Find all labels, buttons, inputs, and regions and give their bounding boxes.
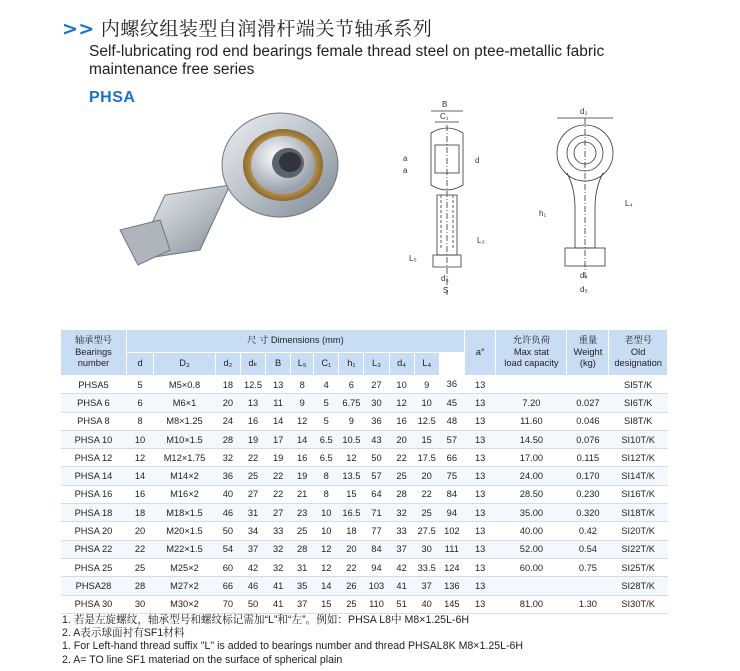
table-cell: 102	[439, 522, 464, 540]
table-cell: 77	[364, 522, 389, 540]
table-cell: 41	[266, 595, 291, 613]
double-arrow-icon: >>	[62, 18, 95, 40]
table-cell: 6.5	[314, 430, 339, 448]
table-cell: 40	[215, 485, 240, 503]
table-cell: 10.5	[339, 430, 364, 448]
table-cell: 136	[439, 577, 464, 595]
table-cell: 41	[266, 577, 291, 595]
table-cell: 28	[291, 540, 314, 558]
bearing-number-cell: PHSA28	[61, 577, 127, 595]
table-cell: 33.5	[414, 558, 439, 576]
table-cell: 13	[464, 504, 495, 522]
bearing-number-cell: PHSA 22	[61, 540, 127, 558]
table-cell	[496, 376, 567, 394]
bearing-number-cell: PHSA 12	[61, 449, 127, 467]
table-cell: 13	[464, 522, 495, 540]
notes	[62, 614, 722, 667]
table-cell: M16×2	[154, 485, 216, 503]
table-cell: 36	[439, 376, 464, 394]
header-col-d2: d₂	[215, 353, 240, 376]
header-col-d4: d₄	[389, 353, 414, 376]
table-cell: 28.50	[496, 485, 567, 503]
table-cell: 4	[314, 376, 339, 394]
table-cell: 35	[291, 577, 314, 595]
table-cell: 16	[240, 412, 265, 430]
table-row	[61, 577, 668, 595]
side-view-drawing	[395, 95, 505, 300]
table-cell: 41	[389, 577, 414, 595]
bearing-number-cell: PHSA 6	[61, 394, 127, 412]
table-cell: 25	[126, 558, 153, 576]
table-cell: 21	[291, 485, 314, 503]
table-cell: 17	[266, 430, 291, 448]
table-cell: M18×1.5	[154, 504, 216, 522]
table-cell: 18	[215, 376, 240, 394]
table-cell: 31	[240, 504, 265, 522]
table-row	[61, 467, 668, 485]
table-cell: 0.54	[567, 540, 609, 558]
table-cell: 70	[215, 595, 240, 613]
table-cell: 12	[126, 449, 153, 467]
table-cell: 6	[126, 394, 153, 412]
table-cell: 20	[215, 394, 240, 412]
table-cell: 11.60	[496, 412, 567, 430]
table-cell: 24.00	[496, 467, 567, 485]
table-cell: 8	[126, 412, 153, 430]
table-cell: 36	[364, 412, 389, 430]
series-code: PHSA	[89, 89, 136, 106]
table-cell: 17.00	[496, 449, 567, 467]
table-cell: 124	[439, 558, 464, 576]
label-d: d	[475, 156, 480, 165]
table-cell: SI18T/K	[609, 504, 668, 522]
table-cell: 20	[126, 522, 153, 540]
table-cell: 12	[291, 412, 314, 430]
table-cell: 0.046	[567, 412, 609, 430]
title-cn	[62, 14, 722, 41]
table-cell: 22	[240, 449, 265, 467]
table-cell: 37	[389, 540, 414, 558]
table-cell: 16	[291, 449, 314, 467]
table-cell: 0.230	[567, 485, 609, 503]
table-cell: SI22T/K	[609, 540, 668, 558]
table-cell: 13	[464, 558, 495, 576]
table-cell: 13	[464, 412, 495, 430]
table-cell: 84	[364, 540, 389, 558]
table-cell: M5×0.8	[154, 376, 216, 394]
header-col-dk: dₖ	[240, 353, 265, 376]
table-cell: 6.75	[339, 394, 364, 412]
table-cell: 14	[291, 430, 314, 448]
table-cell: 37	[414, 577, 439, 595]
table-cell: SI30T/K	[609, 595, 668, 613]
table-cell: 12.5	[240, 376, 265, 394]
table-cell: 28	[126, 577, 153, 595]
table-cell: 33	[389, 522, 414, 540]
table-cell: 18	[126, 504, 153, 522]
table-cell: 22	[266, 485, 291, 503]
table-cell: 9	[291, 394, 314, 412]
note-cn-2: 2. A表示球面衬有SF1材料	[62, 627, 185, 640]
table-cell: 22	[126, 540, 153, 558]
table-cell: SI16T/K	[609, 485, 668, 503]
table-cell: 37	[291, 595, 314, 613]
table-cell: 6.5	[314, 449, 339, 467]
bearing-number-cell: PHSA 18	[61, 504, 127, 522]
note-cn-1: 1. 若是左旋螺纹，轴承型号和螺纹标记需加“L”和“左”。例如：PHSA L8中 M8×1.25L-6H	[62, 614, 470, 626]
label-s: S	[443, 286, 449, 295]
table-cell: 5	[314, 394, 339, 412]
table-cell: 30	[126, 595, 153, 613]
table-cell: 66	[215, 577, 240, 595]
table-cell: 27	[240, 485, 265, 503]
table-row	[61, 595, 668, 613]
table-cell: 0.42	[567, 522, 609, 540]
table-cell: 23	[291, 504, 314, 522]
label-d2: d₂	[580, 107, 588, 116]
table-cell: 33	[266, 522, 291, 540]
table-row	[61, 430, 668, 448]
table-cell: 22	[389, 449, 414, 467]
table-row	[61, 485, 668, 503]
table-cell: 13	[266, 376, 291, 394]
table-cell: 0.320	[567, 504, 609, 522]
table-cell: 28	[389, 485, 414, 503]
table-cell: M14×2	[154, 467, 216, 485]
table-cell: 10	[314, 504, 339, 522]
table-cell: 12	[389, 394, 414, 412]
spec-table	[60, 329, 668, 614]
table-cell: 0.076	[567, 430, 609, 448]
table-cell: 30	[414, 540, 439, 558]
table-cell: 25	[339, 595, 364, 613]
table-cell: 0.027	[567, 394, 609, 412]
table-cell: 28	[215, 430, 240, 448]
label-l3: L₃	[477, 236, 485, 245]
table-cell: 9	[414, 376, 439, 394]
table-row	[61, 522, 668, 540]
label-c1: C₁	[440, 112, 449, 121]
table-cell: M20×1.5	[154, 522, 216, 540]
table-row	[61, 504, 668, 522]
table-row	[61, 449, 668, 467]
table-cell	[496, 577, 567, 595]
table-cell: 50	[240, 595, 265, 613]
label-b: B	[442, 100, 448, 109]
table-cell: 14	[266, 412, 291, 430]
header-load: 允许负荷 Max stat load capacity	[496, 330, 567, 376]
table-cell: 15	[339, 485, 364, 503]
table-cell: 46	[215, 504, 240, 522]
table-row	[61, 540, 668, 558]
table-cell: 42	[389, 558, 414, 576]
note-en-2: 2. A= TO line SF1 materiad on the surface of spherical plain	[62, 653, 343, 666]
table-cell: M27×2	[154, 577, 216, 595]
table-cell: 22	[414, 485, 439, 503]
table-cell: 60.00	[496, 558, 567, 576]
table-cell: SI28T/K	[609, 577, 668, 595]
table-cell: 64	[364, 485, 389, 503]
table-cell: 1.30	[567, 595, 609, 613]
header-col-D3: D₃	[154, 353, 216, 376]
table-cell: 27.5	[414, 522, 439, 540]
table-cell: 22	[339, 558, 364, 576]
spec-table-body	[61, 376, 668, 614]
product-photo	[80, 100, 340, 275]
table-cell: 19	[291, 467, 314, 485]
table-cell: 84	[439, 485, 464, 503]
label-l4: L₄	[625, 199, 633, 208]
table-cell: 66	[439, 449, 464, 467]
table-cell: 31	[291, 558, 314, 576]
table-cell: 40	[414, 595, 439, 613]
table-cell: 35.00	[496, 504, 567, 522]
table-cell: 54	[215, 540, 240, 558]
table-cell: 5	[126, 376, 153, 394]
table-cell: 13	[464, 430, 495, 448]
table-cell: 48	[439, 412, 464, 430]
table-cell: 20	[389, 430, 414, 448]
label-a2: a	[403, 166, 408, 175]
header-col-h1: h₁	[339, 353, 364, 376]
table-cell: 13	[464, 595, 495, 613]
table-cell: 32	[389, 504, 414, 522]
table-cell: 103	[364, 577, 389, 595]
table-cell: 12.5	[414, 412, 439, 430]
title-cn-text: 内螺纹组装型自润滑杆端关节轴承系列	[100, 19, 433, 40]
table-cell: 20	[339, 540, 364, 558]
table-cell: 0.115	[567, 449, 609, 467]
table-cell: 30	[364, 394, 389, 412]
table-cell: 75	[439, 467, 464, 485]
table-cell: 14	[126, 467, 153, 485]
bearing-number-cell: PHSA 16	[61, 485, 127, 503]
table-cell: 20	[414, 467, 439, 485]
table-cell: SI20T/K	[609, 522, 668, 540]
header-col-L5: L₅	[291, 353, 314, 376]
table-cell	[567, 577, 609, 595]
table-cell: 24	[215, 412, 240, 430]
table-cell: 12	[314, 540, 339, 558]
table-cell: 32	[266, 540, 291, 558]
table-cell: 34	[240, 522, 265, 540]
table-cell: M25×2	[154, 558, 216, 576]
table-cell: 145	[439, 595, 464, 613]
label-l5: L₅	[409, 254, 417, 263]
bearing-number-cell: PHSA 14	[61, 467, 127, 485]
header-old-designation: 老型号 Old designation	[609, 330, 668, 376]
table-row	[61, 412, 668, 430]
table-cell: 94	[439, 504, 464, 522]
table-cell: M6×1	[154, 394, 216, 412]
table-cell: 42	[240, 558, 265, 576]
table-cell: 22	[266, 467, 291, 485]
table-cell: M30×2	[154, 595, 216, 613]
table-cell: 25	[240, 467, 265, 485]
table-cell	[567, 376, 609, 394]
label-a: a	[403, 154, 408, 163]
table-cell: 13	[464, 577, 495, 595]
table-cell: 7.20	[496, 394, 567, 412]
table-cell: 26	[339, 577, 364, 595]
table-cell: 13	[464, 376, 495, 394]
table-cell: 45	[439, 394, 464, 412]
table-cell: 40.00	[496, 522, 567, 540]
table-cell: 57	[364, 467, 389, 485]
table-cell: 18	[339, 522, 364, 540]
table-cell: 36	[215, 467, 240, 485]
table-cell: 10	[414, 394, 439, 412]
header-dimensions: 尺 寸 Dimensions (mm)	[126, 330, 464, 353]
table-cell: 50	[215, 522, 240, 540]
table-cell: 0.170	[567, 467, 609, 485]
table-cell: 43	[364, 430, 389, 448]
table-cell: 15	[414, 430, 439, 448]
table-cell: M12×1.75	[154, 449, 216, 467]
note-en-1: 1. For Left-hand thread suffix "L" is added to bearings number and thread PHSAL8K M8×1.25L-6H	[62, 640, 524, 653]
table-cell: 27	[266, 504, 291, 522]
table-cell: 8	[314, 467, 339, 485]
bearing-number-cell: PHSA 30	[61, 595, 127, 613]
table-cell: SI5T/K	[609, 376, 668, 394]
table-cell: 46	[240, 577, 265, 595]
header-col-B: B	[266, 353, 291, 376]
table-cell: 50	[364, 449, 389, 467]
table-cell: SI14T/K	[609, 467, 668, 485]
table-cell: 12	[314, 558, 339, 576]
front-view-drawing	[535, 98, 645, 303]
table-cell: 8	[314, 485, 339, 503]
table-cell: 13	[464, 449, 495, 467]
label-d5: d₅	[580, 285, 588, 294]
header-bearing-number: 轴承型号 Bearings number	[61, 330, 127, 376]
table-row	[61, 376, 668, 394]
table-cell: 19	[266, 449, 291, 467]
table-cell: 71	[364, 504, 389, 522]
table-cell: 51	[389, 595, 414, 613]
table-cell: 13.5	[339, 467, 364, 485]
table-cell: M22×1.5	[154, 540, 216, 558]
header-col-L4: L₄	[414, 353, 439, 376]
bearing-number-cell: PHSA 10	[61, 430, 127, 448]
table-cell: 17.5	[414, 449, 439, 467]
table-cell: 16	[126, 485, 153, 503]
bearing-number-cell: PHSA 20	[61, 522, 127, 540]
table-cell: 11	[266, 394, 291, 412]
table-cell: 14	[314, 577, 339, 595]
bearing-number-cell: PHSA 8	[61, 412, 127, 430]
label-h1: h₁	[539, 209, 547, 218]
table-cell: 16	[389, 412, 414, 430]
table-cell: M10×1.5	[154, 430, 216, 448]
header	[62, 14, 722, 107]
table-cell: 110	[364, 595, 389, 613]
table-row	[61, 394, 668, 412]
table-cell: 94	[364, 558, 389, 576]
table-cell: 37	[240, 540, 265, 558]
table-cell: 27	[364, 376, 389, 394]
table-cell: SI12T/K	[609, 449, 668, 467]
table-cell: 13	[464, 467, 495, 485]
table-cell: 10	[389, 376, 414, 394]
table-cell: 9	[339, 412, 364, 430]
table-cell: 0.75	[567, 558, 609, 576]
table-cell: 32	[266, 558, 291, 576]
table-cell: 19	[240, 430, 265, 448]
table-cell: 111	[439, 540, 464, 558]
label-d3: d₃	[441, 274, 449, 283]
table-cell: 13	[464, 540, 495, 558]
table-cell: 52.00	[496, 540, 567, 558]
table-cell: 25	[414, 504, 439, 522]
header-col-d: d	[126, 353, 153, 376]
header-angle: a°	[464, 330, 495, 376]
table-cell: 15	[314, 595, 339, 613]
table-row	[61, 558, 668, 576]
label-d4: d₄	[580, 271, 588, 280]
table-cell: SI10T/K	[609, 430, 668, 448]
table-cell: 6	[339, 376, 364, 394]
table-cell: 12	[339, 449, 364, 467]
title-en: Self-lubricating rod end bearings female thread steel on ptee-metallic fabric maintenance free series	[89, 43, 605, 78]
table-cell: 13	[240, 394, 265, 412]
table-cell: M8×1.25	[154, 412, 216, 430]
table-cell: 10	[314, 522, 339, 540]
table-cell: 16.5	[339, 504, 364, 522]
bearing-number-cell: PHSA5	[61, 376, 127, 394]
table-cell: 57	[439, 430, 464, 448]
table-cell: 5	[314, 412, 339, 430]
table-cell: 81.00	[496, 595, 567, 613]
table-cell: 13	[464, 394, 495, 412]
table-cell: 25	[291, 522, 314, 540]
table-cell: 13	[464, 485, 495, 503]
header-col-C1: C₁	[314, 353, 339, 376]
table-cell: 60	[215, 558, 240, 576]
table-cell: 10	[126, 430, 153, 448]
table-cell: SI8T/K	[609, 412, 668, 430]
table-cell: 25	[389, 467, 414, 485]
table-cell: 32	[215, 449, 240, 467]
table-cell: 14.50	[496, 430, 567, 448]
table-cell: SI25T/K	[609, 558, 668, 576]
header-col-L3: L₃	[364, 353, 389, 376]
header-weight: 重量 Weight (kg)	[567, 330, 609, 376]
bearing-number-cell: PHSA 25	[61, 558, 127, 576]
table-cell: SI6T/K	[609, 394, 668, 412]
table-cell: 8	[291, 376, 314, 394]
